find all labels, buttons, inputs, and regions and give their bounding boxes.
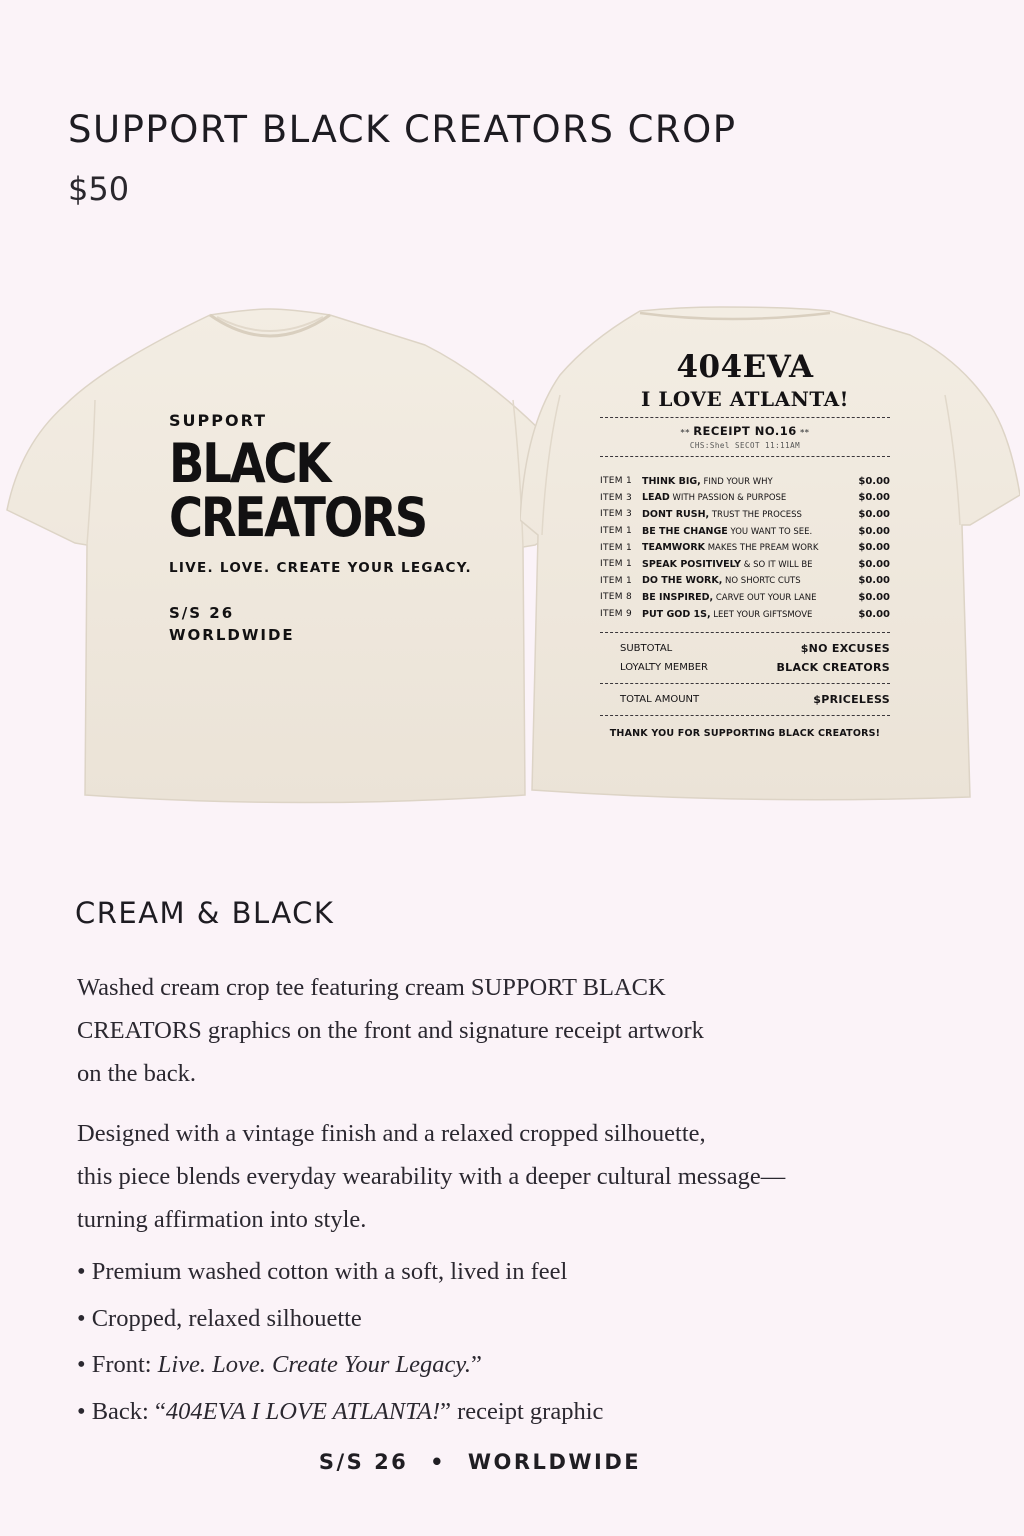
receipt-heading-atlanta: I LOVE ATLANTA! xyxy=(641,387,849,411)
receipt-item-rest: LEET YOUR GIFTSMOVE xyxy=(710,609,813,620)
receipt-item-row xyxy=(600,539,890,556)
receipt-item-text xyxy=(642,492,850,503)
receipt-item-text xyxy=(642,526,850,537)
total-label: TOTAL AMOUNT xyxy=(620,694,700,706)
loyalty-label: LOYALTY MEMBER xyxy=(620,662,709,674)
receipt-item-row xyxy=(600,506,890,523)
footer-season: S/S 26 xyxy=(318,1450,409,1474)
receipt-item-bold: DO THE WORK, xyxy=(642,575,723,587)
footer-dot: • xyxy=(430,1450,447,1474)
description-line: this piece blends everyday wearability with a deeper cultural message— xyxy=(77,1163,786,1190)
receipt-item-bold: SPEAK POSITIVELY xyxy=(642,558,742,570)
receipt-item-rest: WITH PASSION & PURPOSE xyxy=(669,493,787,504)
receipt-number: ** RECEIPT NO.16 ** xyxy=(680,424,810,438)
feature-text: ” receipt graphic xyxy=(440,1397,604,1425)
receipt-items xyxy=(600,473,890,622)
receipt-item-number: ITEM 3 xyxy=(600,492,632,503)
receipt-item-rest: FIND YOUR WHY xyxy=(700,476,773,487)
receipt-subtotal-row xyxy=(600,639,890,658)
receipt-item-amount: $0.00 xyxy=(858,575,890,587)
receipt-item-text xyxy=(642,476,850,487)
receipt-item-row xyxy=(600,473,890,490)
receipt-item-rest: & SO IT WILL BE xyxy=(741,559,813,570)
receipt-item-rest: YOU WANT TO SEE. xyxy=(727,526,813,537)
subtotal-value: $NO EXCUSES xyxy=(800,642,890,656)
receipt-item-bold: DONT RUSH, xyxy=(642,508,710,520)
receipt-item-text xyxy=(642,542,850,553)
front-tagline: LIVE. LOVE. CREATE YOUR LEGACY. xyxy=(169,560,472,576)
feature-text: Back: “ xyxy=(91,1397,166,1425)
description-line: on the back. xyxy=(77,1060,197,1087)
receipt-item-amount: $0.00 xyxy=(858,475,890,487)
description-line: turning affirmation into style. xyxy=(77,1206,367,1233)
colorway-heading: CREAM & BLACK xyxy=(75,896,335,930)
loyalty-value: BLACK CREATORS xyxy=(776,661,890,675)
product-title: SUPPORT BLACK CREATORS CROP xyxy=(68,108,737,151)
front-shirt-image xyxy=(5,305,595,805)
bullet-dot: • xyxy=(77,1397,86,1425)
receipt-item-row xyxy=(600,490,890,507)
receipt-divider xyxy=(600,632,890,633)
feature-item xyxy=(77,1252,603,1299)
feature-item xyxy=(77,1345,603,1392)
receipt-item-text xyxy=(642,592,850,603)
footer-worldwide: WORLDWIDE xyxy=(467,1450,642,1474)
receipt-thanks: THANK YOU FOR SUPPORTING BLACK CREATORS! xyxy=(609,728,881,740)
receipt-item-amount: $0.00 xyxy=(858,591,890,603)
receipt-item-row xyxy=(600,606,890,623)
receipt-item-row xyxy=(600,556,890,573)
product-price: $50 xyxy=(68,170,130,208)
receipt-item-number: ITEM 1 xyxy=(600,575,632,586)
total-value: $PRICELESS xyxy=(813,693,890,707)
description-line: CREATORS graphics on the front and signature receipt artwork xyxy=(77,1017,704,1044)
front-worldwide: WORLDWIDE xyxy=(169,626,295,644)
receipt-item-row xyxy=(600,573,890,590)
receipt-item-number: ITEM 1 xyxy=(600,526,632,537)
receipt-loyalty-row xyxy=(600,658,890,677)
receipt-item-text xyxy=(642,609,850,620)
receipt-item-rest: TRUST THE PROCESS xyxy=(709,509,802,520)
receipt-item-amount: $0.00 xyxy=(858,508,890,520)
receipt-heading-404eva: 404EVA xyxy=(676,349,814,385)
receipt-item-text xyxy=(642,559,850,570)
receipt-item-number: ITEM 8 xyxy=(600,592,632,603)
footer-tagline xyxy=(0,1450,960,1474)
receipt-item-amount: $0.00 xyxy=(858,492,890,504)
front-support-text: SUPPORT xyxy=(169,411,268,430)
feature-text: Cropped, relaxed silhouette xyxy=(91,1304,362,1332)
receipt-divider xyxy=(600,456,890,457)
bullet-dot: • xyxy=(77,1351,86,1378)
receipt-item-bold: TEAMWORK xyxy=(642,542,706,554)
receipt-item-bold: LEAD xyxy=(642,492,670,504)
description-line: Washed cream crop tee featuring cream SUPPORT BLACK xyxy=(77,974,666,1001)
receipt-item-rest: NO SHORTC CUTS xyxy=(722,576,801,587)
feature-item xyxy=(77,1299,603,1346)
feature-list xyxy=(77,1252,603,1438)
feature-italic-text: 404EVA I LOVE ATLANTA! xyxy=(165,1397,441,1425)
receipt-divider xyxy=(600,715,890,716)
receipt-item-amount: $0.00 xyxy=(858,608,890,620)
front-season: S/S 26 xyxy=(169,604,235,622)
description-paragraph-2 xyxy=(77,1112,957,1241)
receipt-item-row xyxy=(600,523,890,540)
front-black-text: BLACK xyxy=(169,432,330,495)
receipt-item-rest: CARVE OUT YOUR LANE xyxy=(713,592,817,603)
receipt-item-number: ITEM 1 xyxy=(600,559,632,570)
receipt-item-number: ITEM 9 xyxy=(600,609,632,620)
receipt-item-amount: $0.00 xyxy=(858,525,890,537)
front-creators-text: CREATORS xyxy=(169,486,427,549)
receipt-item-text xyxy=(642,509,850,520)
feature-text: Premium washed cotton with a soft, lived in feel xyxy=(91,1258,568,1285)
front-graphic xyxy=(169,411,472,644)
receipt-subline: CHS:Shel SECOT 11:11AM xyxy=(689,441,801,450)
back-shirt-image xyxy=(520,305,1020,805)
receipt-item-amount: $0.00 xyxy=(858,542,890,554)
description-paragraph-1 xyxy=(77,966,957,1095)
receipt-item-amount: $0.00 xyxy=(858,558,890,570)
receipt-item-bold: BE THE CHANGE xyxy=(642,525,728,537)
feature-italic-text: Live. Love. Create Your Legacy. xyxy=(157,1351,471,1378)
receipt-item-row xyxy=(600,589,890,606)
receipt-item-text xyxy=(642,575,850,586)
receipt-item-number: ITEM 1 xyxy=(600,542,632,553)
receipt-item-bold: THINK BIG, xyxy=(642,475,701,487)
receipt-item-bold: BE INSPIRED, xyxy=(642,591,714,603)
receipt-item-bold: PUT GOD 1S, xyxy=(642,608,711,620)
receipt-item-number: ITEM 3 xyxy=(600,509,632,520)
receipt-total-row xyxy=(600,690,890,709)
subtotal-label: SUBTOTAL xyxy=(620,643,673,655)
receipt-item-number: ITEM 1 xyxy=(600,476,632,487)
feature-text: ” xyxy=(471,1351,482,1378)
feature-text: Front: xyxy=(91,1351,158,1378)
receipt-item-rest: MAKES THE PREAM WORK xyxy=(705,543,819,554)
bullet-dot: • xyxy=(77,1258,86,1285)
feature-item xyxy=(77,1392,603,1439)
receipt-divider xyxy=(600,683,890,684)
receipt-divider xyxy=(600,417,890,418)
bullet-dot: • xyxy=(77,1304,86,1332)
description-line: Designed with a vintage finish and a relaxed cropped silhouette, xyxy=(77,1120,706,1147)
receipt-graphic xyxy=(600,349,890,739)
